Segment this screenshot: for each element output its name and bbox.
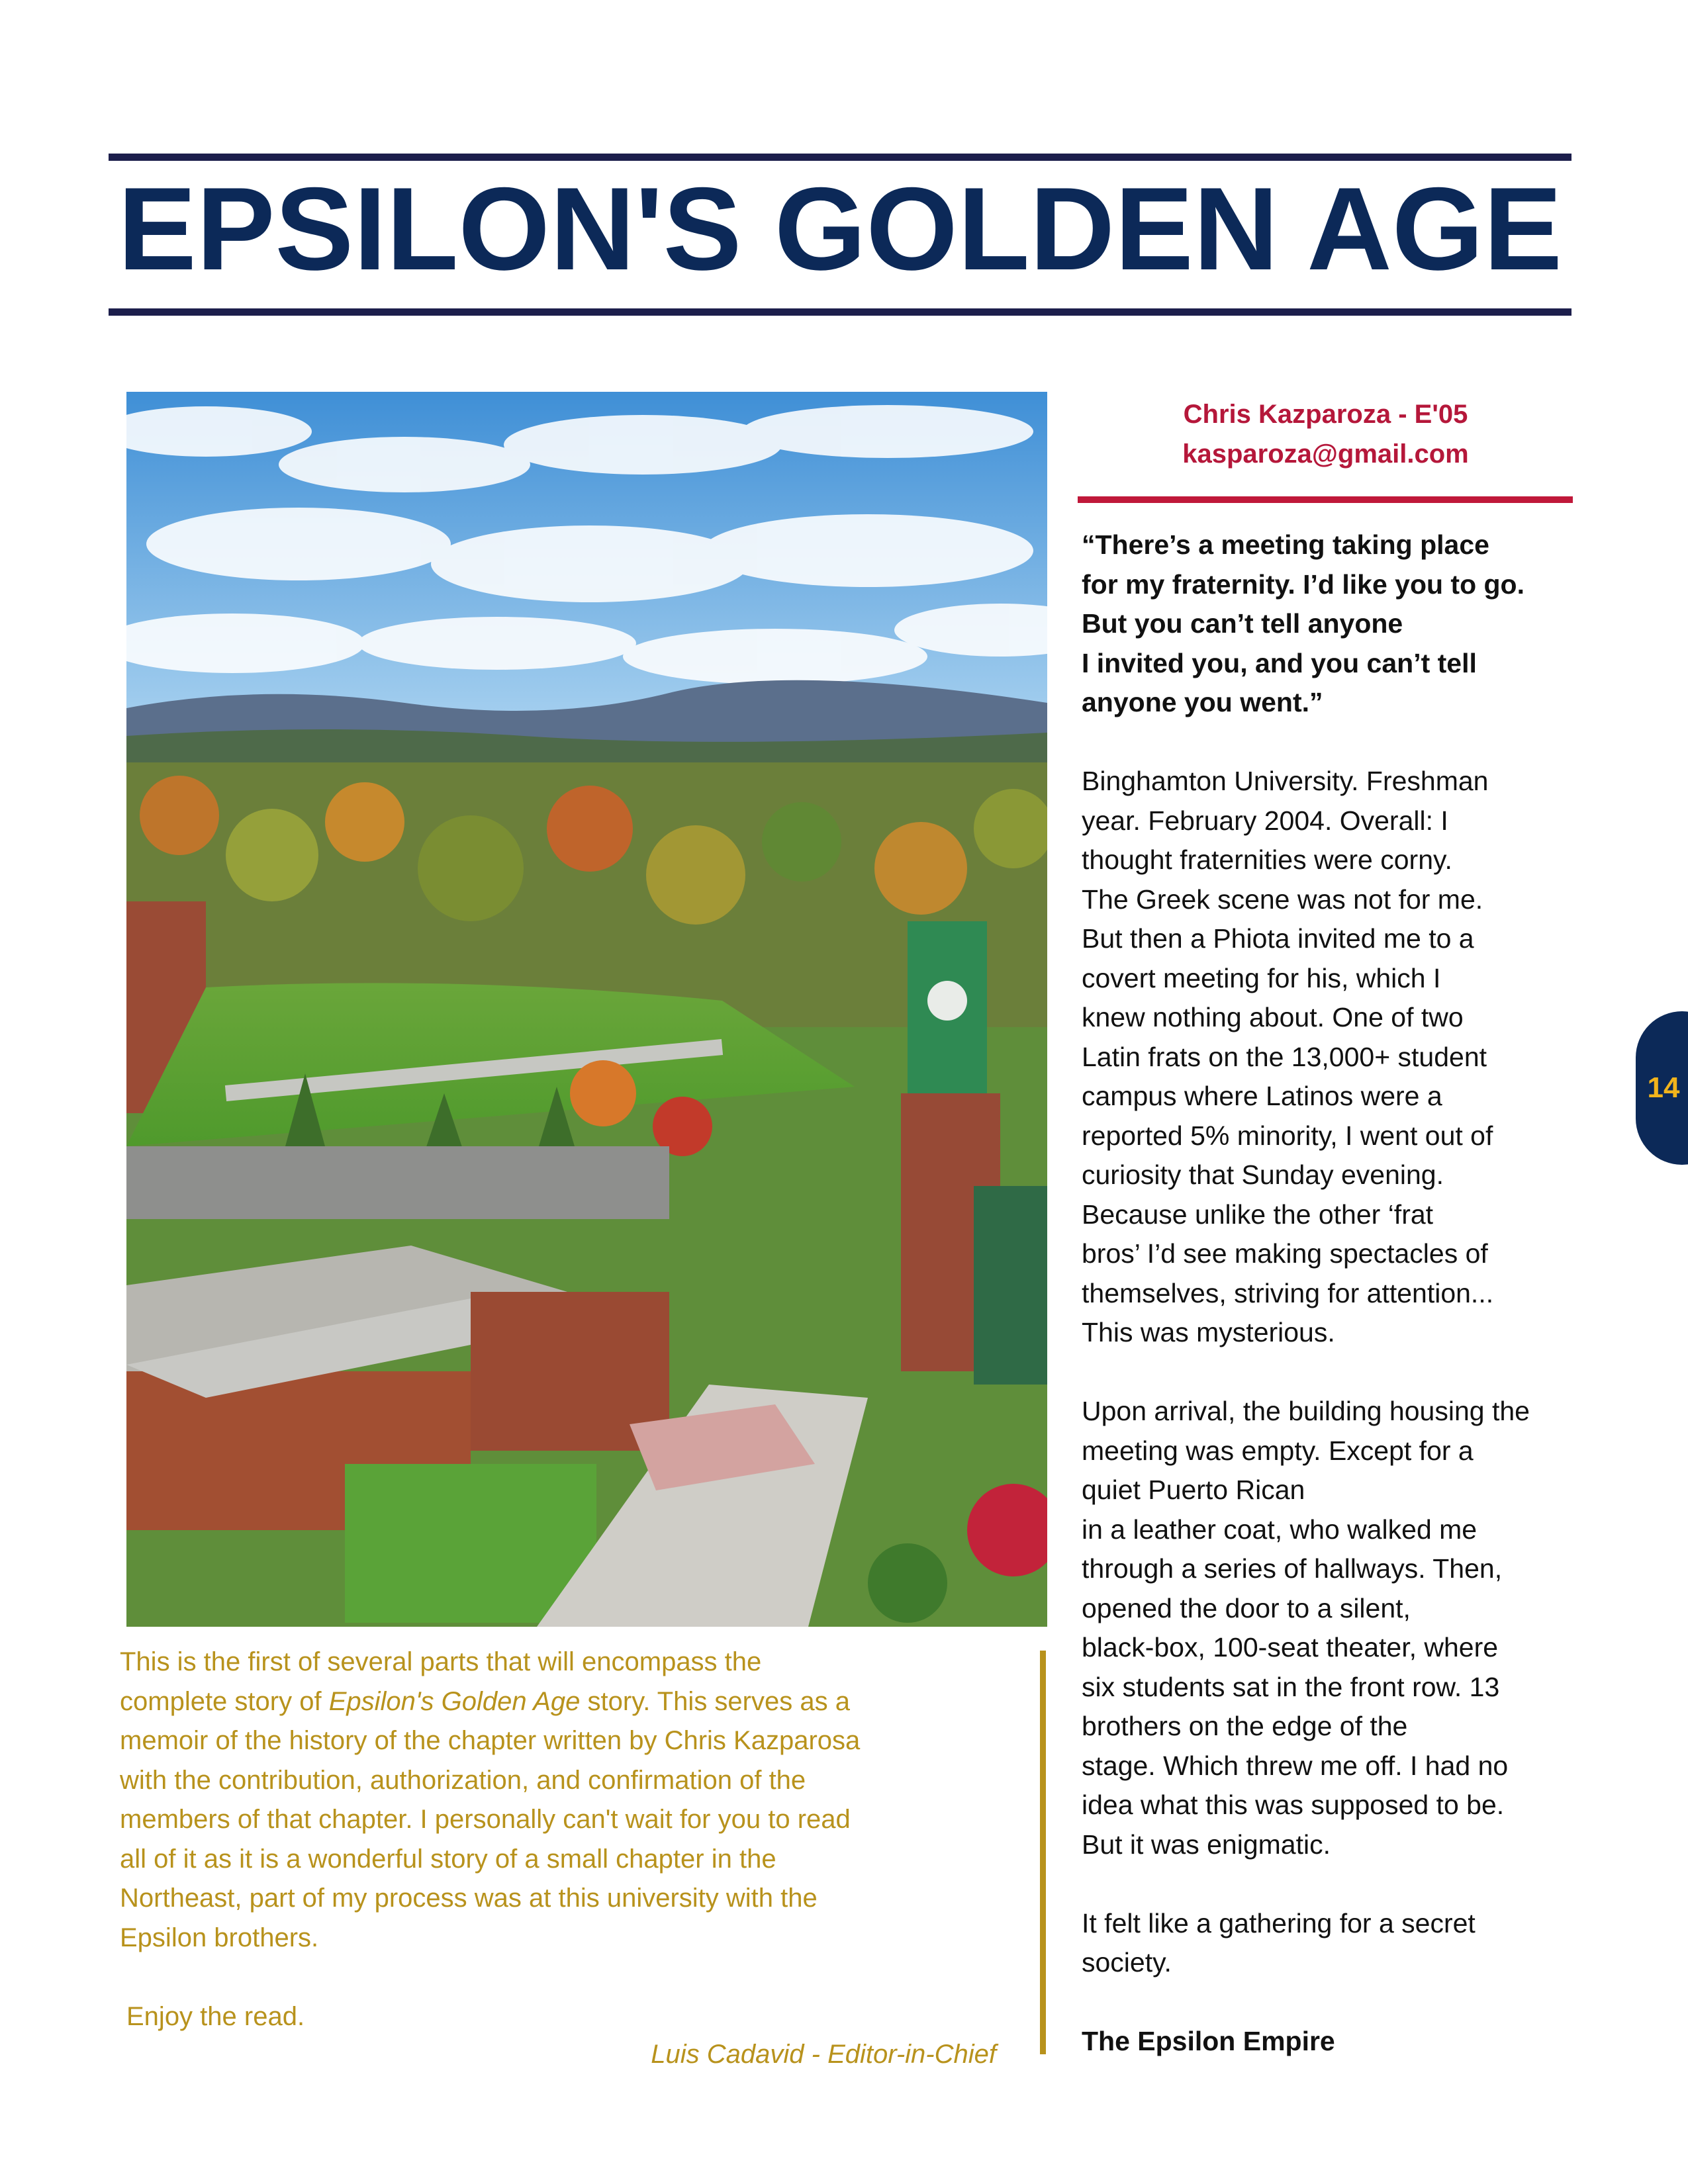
byline-divider xyxy=(1078,496,1573,503)
article-paragraph-1: Binghamton University. Freshman year. February 2004. Overall: I thought fraternities were corny. The Greek scene was not for me. But then a Phiota invited me to a covert meeting for his, which I knew nothing about. One of two Latin frats on the 13,000+ student campus where Latinos were a reported 5% minority, I went out of curiosity that Sunday evening. Because unlike the other ‘frat bros’ I’d see making spectacles of themselves, striving for attention... This was mysterious. xyxy=(1082,766,1494,1347)
campus-illustration xyxy=(126,392,1047,1627)
article-body xyxy=(1082,525,1585,2062)
title-bottom-rule xyxy=(109,308,1571,316)
opening-quote: “There’s a meeting taking place for my fraternity. I’d like you to go. But you can’t tell anyone I invited you, and you can’t tell anyone you went.” xyxy=(1082,529,1524,717)
author-name: Chris Kazparoza - E'05 xyxy=(1183,400,1468,429)
column-divider xyxy=(1040,1651,1046,2054)
page-title: EPSILON'S GOLDEN AGE xyxy=(118,163,1562,295)
article-paragraph-3: It felt like a gathering for a secret society. xyxy=(1082,1907,1476,1978)
title-top-rule xyxy=(109,154,1571,161)
editor-closing: Enjoy the read. xyxy=(126,2002,305,2031)
editor-signoff: Luis Cadavid - Editor-in-Chief xyxy=(651,2040,996,2069)
author-byline xyxy=(1079,394,1572,474)
editor-note: This is the first of several parts that will encompass the complete story of Epsilon's Golden Age story. This serves as a memoir of the history of the chapter written by Chris Kazparosa with the contribution, authorization, and confirmation of the members of that chapter. I personally can't wait for you to read all of it as it is a wonderful story of a small chapter in the Northeast, part of my process was at this university with the Epsilon brothers. xyxy=(120,1647,861,1952)
italic-title: Epsilon's Golden Age xyxy=(328,1686,581,1716)
author-email[interactable]: kasparoza@gmail.com xyxy=(1182,439,1469,469)
article-paragraph-2: Upon arrival, the building housing the meeting was empty. Except for a quiet Puerto Rican in a leather coat, who walked me through a series of hallways. Then, opened the door to a silent, black-box, 100-seat theater, where six students sat in the front row. 13 brothers on the edge of the stage. Which threw me off. I had no idea what this was supposed to be. But it was enigmatic. xyxy=(1082,1396,1530,1860)
section-heading: The Epsilon Empire xyxy=(1082,2026,1335,2056)
page-number: 14 xyxy=(1647,1071,1680,1104)
campus-aerial-photo xyxy=(126,392,1047,1627)
